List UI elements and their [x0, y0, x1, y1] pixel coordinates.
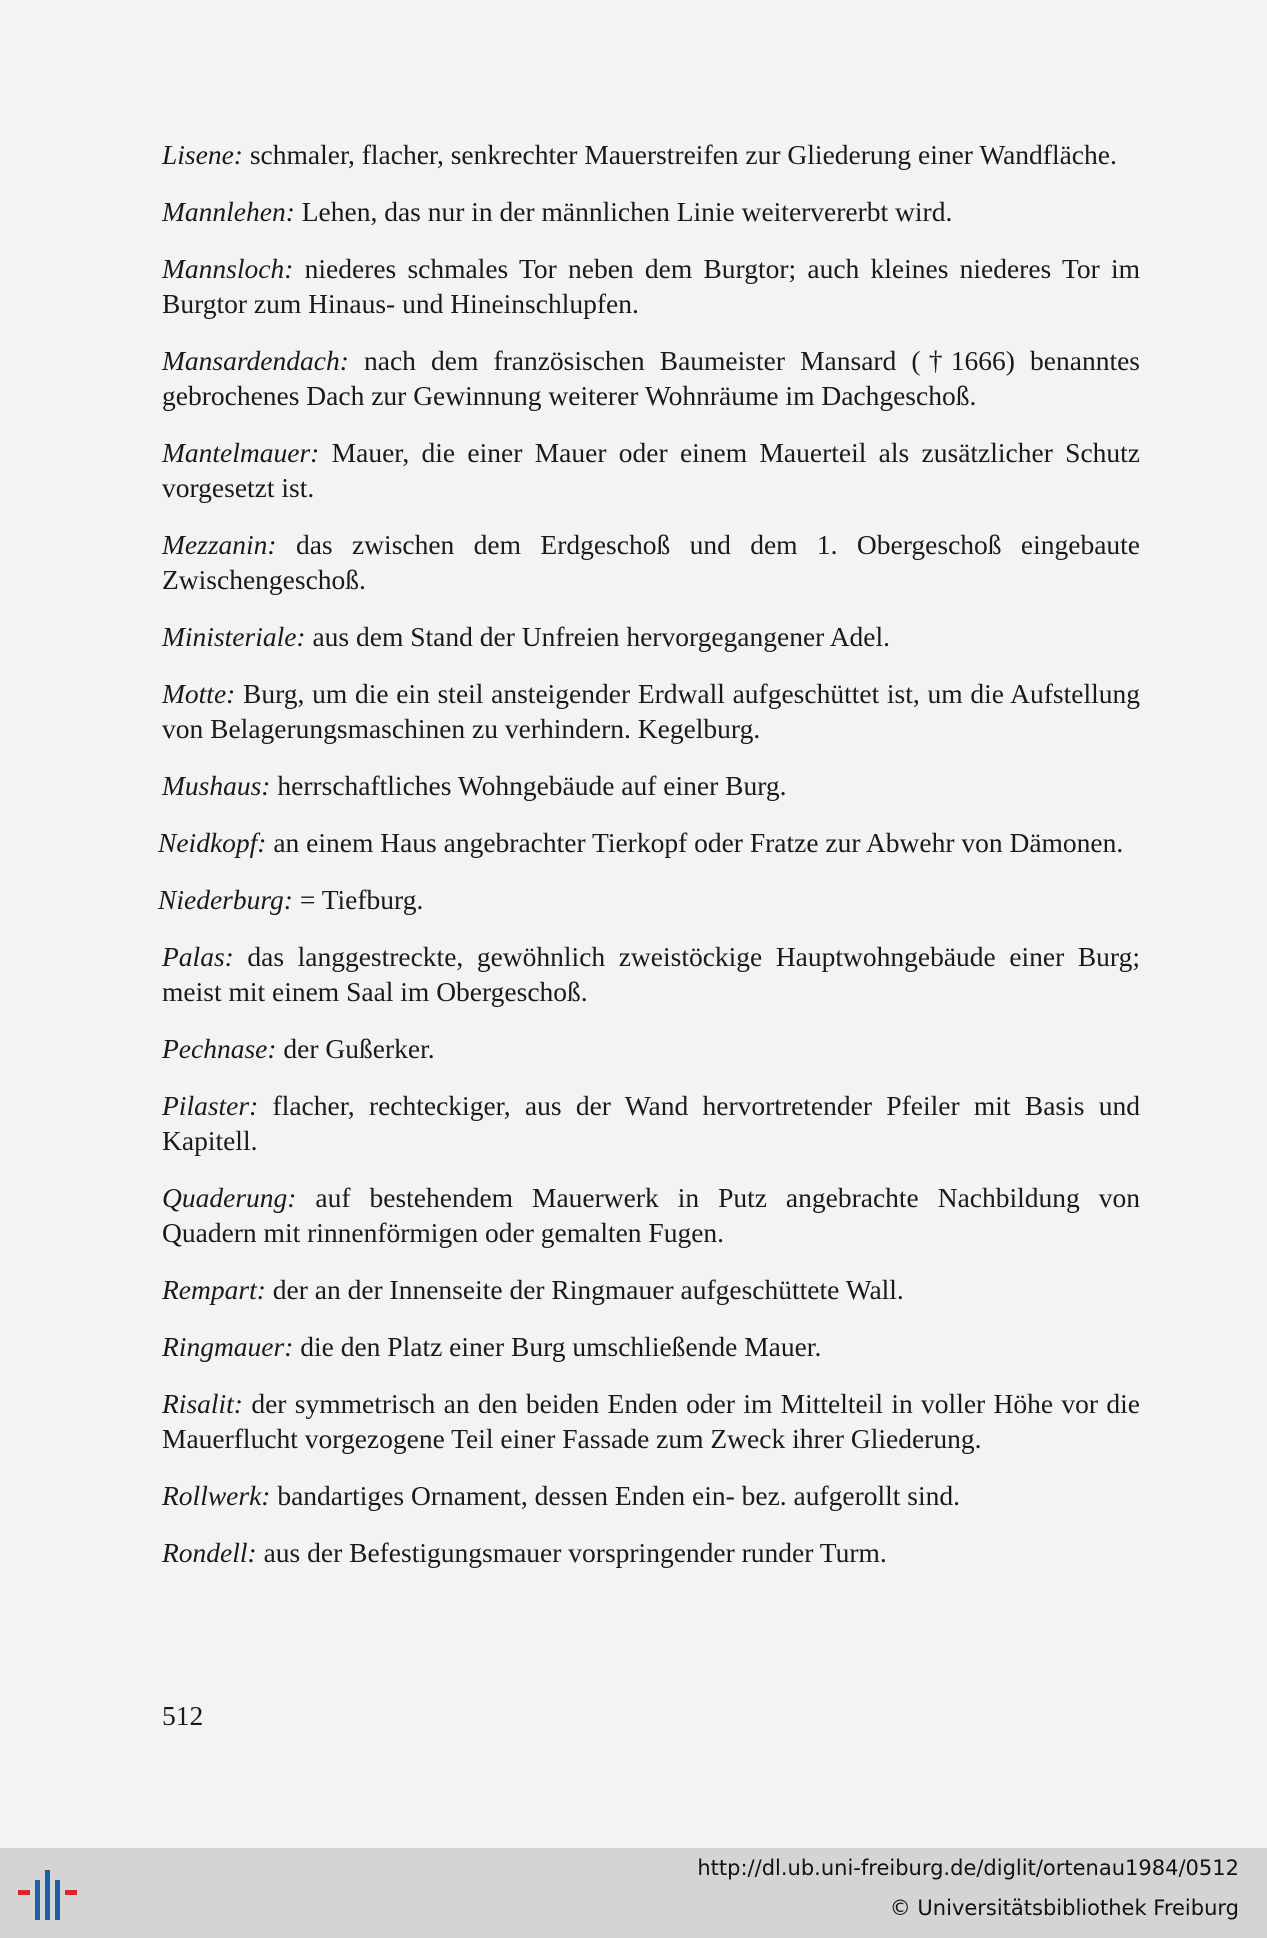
entry-definition: Mauer, die einer Mauer oder einem Mauerteil als zusätzlicher Schutz vorgesetzt ist. — [162, 437, 1141, 503]
entry-term: Mantelmauer: — [162, 437, 320, 468]
entry-definition: herrschaftliches Wohngebäude auf einer Burg. — [277, 770, 787, 801]
entry-definition: der Gußerker. — [283, 1033, 435, 1064]
entry-term: Mannsloch: — [162, 253, 294, 284]
glossary-entry — [158, 882, 1140, 917]
entry-term: Ministeriale: — [162, 621, 306, 652]
entry-term: Mezzanin: — [162, 529, 277, 560]
entry-term: Mannlehen: — [162, 196, 295, 227]
entry-definition: = Tiefburg. — [299, 884, 424, 915]
entry-term: Niederburg: — [158, 884, 293, 915]
entry-definition: an einem Haus angebrachter Tierkopf oder Fratze zur Abwehr von Dämonen. — [273, 827, 1124, 858]
entry-term: Rempart: — [162, 1274, 266, 1305]
glossary-entry — [162, 251, 1140, 321]
entry-definition: schmaler, flacher, senkrechter Mauerstreifen zur Gliederung einer Wandfläche. — [249, 139, 1117, 170]
glossary-entry — [162, 1329, 1140, 1364]
entry-term: Pechnase: — [162, 1033, 277, 1064]
glossary-entry — [162, 1535, 1140, 1570]
entry-term: Risalit: — [162, 1388, 243, 1419]
glossary-entry — [162, 619, 1140, 654]
entry-term: Rondell: — [162, 1537, 257, 1568]
glossary-entry — [162, 1031, 1140, 1066]
entry-definition: auf bestehendem Mauerwerk in Putz angebrachte Nachbildung von Quadern mit rinnenförmigen oder gemalten Fugen. — [162, 1182, 1140, 1248]
entry-term: Motte: — [162, 678, 236, 709]
entry-term: Rollwerk: — [162, 1480, 271, 1511]
copyright-notice: © Universitätsbibliothek Freiburg — [889, 1896, 1239, 1920]
entry-term: Palas: — [162, 941, 234, 972]
entry-definition: niederes schmales Tor neben dem Burgtor; auch kleines niederes Tor im Burgtor zum Hinaus- und Hineinschlupfen. — [162, 253, 1141, 319]
entry-definition: flacher, rechteckiger, aus der Wand hervortretender Pfeiler mit Basis und Kapitell. — [162, 1090, 1140, 1156]
glossary-entry — [162, 137, 1140, 172]
entry-term: Mushaus: — [162, 770, 271, 801]
glossary-entry — [162, 1478, 1140, 1513]
glossary-entry — [162, 768, 1140, 803]
glossary-entry — [162, 1088, 1140, 1158]
footer-bar — [0, 1848, 1267, 1938]
entry-definition: Lehen, das nur in der männlichen Linie weitervererbt wird. — [301, 196, 953, 227]
entry-definition: das zwischen dem Erdgeschoß und dem 1. Obergeschoß eingebaute Zwischengeschoß. — [162, 529, 1140, 595]
entry-term: Lisene: — [162, 139, 243, 170]
entry-term: Neidkopf: — [158, 827, 267, 858]
glossary-entry — [162, 1386, 1140, 1456]
glossary-entry — [162, 676, 1140, 746]
entry-term: Ringmauer: — [162, 1331, 294, 1362]
glossary-entry — [162, 1272, 1140, 1307]
glossary-entries — [158, 137, 1141, 1592]
entry-term: Pilaster: — [162, 1090, 259, 1121]
entry-term: Quaderung: — [162, 1182, 297, 1213]
source-url-link[interactable]: http://dl.ub.uni-freiburg.de/diglit/ortenau1984/0512 — [697, 1856, 1239, 1880]
glossary-entry — [162, 1180, 1140, 1250]
glossary-entry — [162, 435, 1140, 505]
library-logo-icon — [14, 1866, 84, 1926]
glossary-entry — [162, 939, 1140, 1009]
entry-definition: die den Platz einer Burg umschließende Mauer. — [300, 1331, 822, 1362]
glossary-entry — [158, 825, 1140, 860]
entry-definition: nach dem französischen Baumeister Mansard (†1666) benanntes gebrochenes Dach zur Gewinnung weiterer Wohnräume im Dachgeschoß. — [162, 345, 1140, 411]
glossary-entry — [162, 194, 1140, 229]
entry-definition: aus der Befestigungsmauer vorspringender runder Turm. — [263, 1537, 887, 1568]
entry-term: Mansardendach: — [162, 345, 349, 376]
page-number: 512 — [162, 1700, 204, 1731]
glossary-entry — [162, 343, 1140, 413]
entry-definition: bandartiges Ornament, dessen Enden ein- bez. aufgerollt sind. — [277, 1480, 961, 1511]
entry-definition: das langgestreckte, gewöhnlich zweistöckige Hauptwohngebäude einer Burg; meist mit einem Saal im Obergeschoß. — [162, 941, 1140, 1007]
entry-definition: aus dem Stand der Unfreien hervorgegangener Adel. — [312, 621, 891, 652]
entry-definition: der an der Innenseite der Ringmauer aufgeschüttete Wall. — [272, 1274, 904, 1305]
entry-definition: Burg, um die ein steil ansteigender Erdwall aufgeschüttet ist, um die Aufstellung von Belagerungsmaschinen zu verhindern. Kegelburg. — [162, 678, 1140, 744]
entry-definition: der symmetrisch an den beiden Enden oder im Mittelteil in voller Höhe vor die Mauerflucht vorgezogene Teil einer Fassade zum Zweck ihrer Gliederung. — [162, 1388, 1140, 1454]
glossary-entry — [162, 527, 1140, 597]
